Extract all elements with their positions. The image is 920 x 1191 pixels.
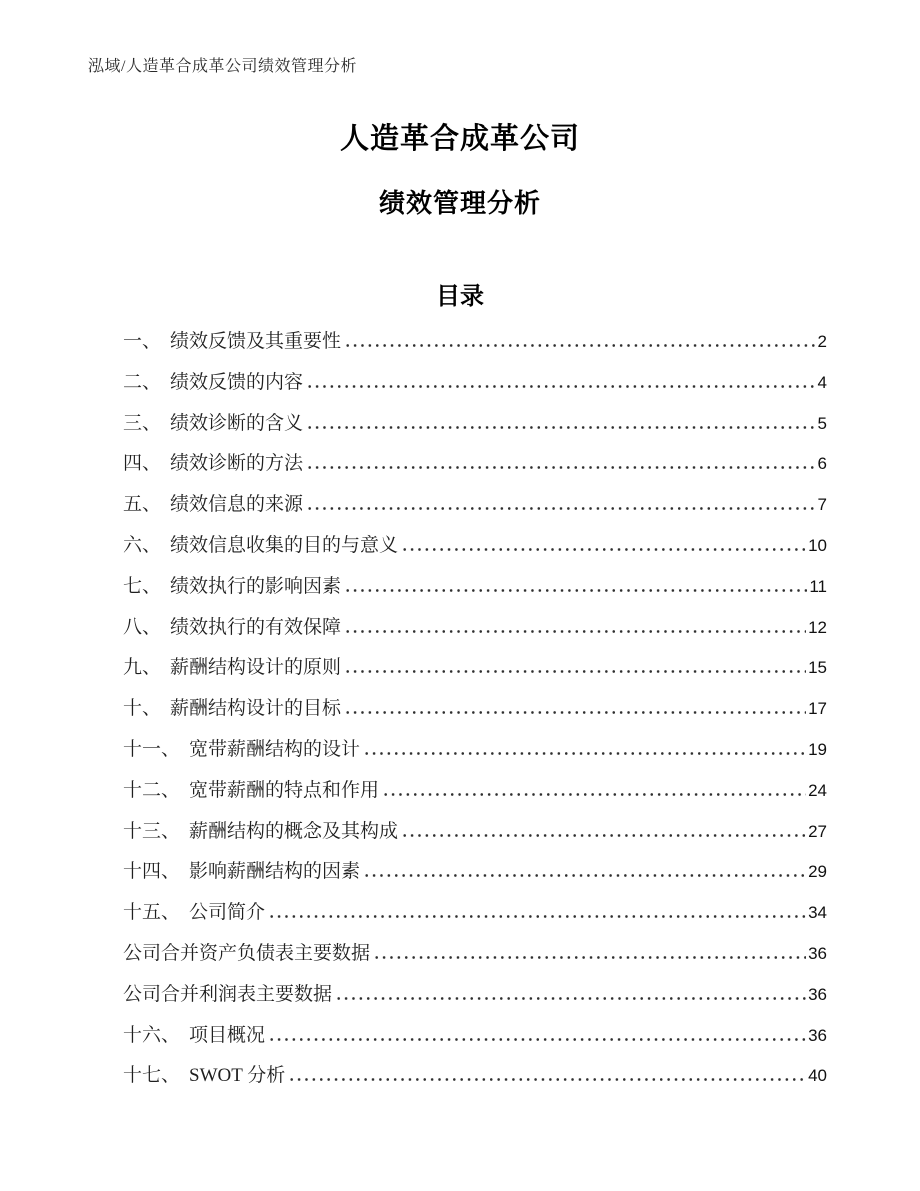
toc-entry[interactable] — [123, 689, 827, 730]
toc-dotted-leader — [344, 670, 806, 673]
toc-entry-title: 绩效执行的有效保障 — [170, 616, 342, 638]
toc-page-number: 15 — [808, 658, 827, 678]
toc-entry-number: 十七、 — [123, 1065, 181, 1087]
toc-page-number: 2 — [817, 332, 827, 351]
toc-heading: 目录 — [436, 283, 484, 310]
toc-entry-number: 二、 — [123, 371, 162, 393]
toc-entry-number: 十、 — [123, 698, 162, 720]
toc-entry[interactable] — [123, 975, 827, 1016]
toc-page-number: 5 — [817, 413, 827, 433]
toc-page-number: 34 — [808, 903, 827, 923]
toc-entry[interactable] — [123, 1056, 827, 1097]
toc-dotted-leader — [373, 956, 806, 959]
toc-entry-title: 薪酬结构的概念及其构成 — [189, 820, 399, 842]
toc-entry-number: 六、 — [123, 534, 162, 556]
toc-entry-number: 十二、 — [123, 779, 181, 801]
toc-entry-number: 七、 — [123, 575, 162, 597]
document-header-text: 泓域/人造革合成革公司绩效管理分析 — [88, 58, 357, 75]
toc-page-number: 24 — [808, 780, 827, 800]
toc-entry[interactable] — [123, 608, 827, 649]
toc-entry[interactable] — [123, 322, 827, 363]
toc-page-number: 27 — [808, 821, 827, 841]
toc-dotted-leader — [344, 630, 806, 633]
toc-entry-number: 八、 — [123, 616, 162, 638]
toc-entry[interactable] — [123, 812, 827, 853]
toc-dotted-leader — [306, 426, 816, 429]
toc-entry-title: 影响薪酬结构的因素 — [189, 861, 361, 883]
toc-page-number: 10 — [808, 535, 827, 555]
toc-entry[interactable] — [123, 444, 827, 485]
toc-dotted-leader — [363, 874, 806, 877]
toc-page-number: 19 — [808, 739, 827, 759]
toc-entry-title: 绩效诊断的方法 — [170, 453, 304, 475]
toc-entry-title: 薪酬结构设计的目标 — [170, 698, 342, 720]
toc-entry-title: 公司合并资产负债表主要数据 — [123, 942, 371, 964]
toc-entry-title: 公司简介 — [189, 902, 266, 924]
toc-dotted-leader — [306, 385, 816, 388]
toc-entry-title: 绩效信息收集的目的与意义 — [170, 534, 399, 556]
toc-page-number: 12 — [808, 617, 827, 637]
toc-entry-number: 十六、 — [123, 1024, 181, 1046]
toc-page-number: 6 — [817, 454, 827, 474]
toc-dotted-leader — [382, 793, 806, 796]
toc-entry[interactable] — [123, 485, 827, 526]
toc-page-number: 7 — [817, 495, 827, 515]
toc-dotted-leader — [306, 507, 816, 510]
toc-entry-title: 绩效反馈的内容 — [170, 371, 304, 393]
toc-entry[interactable] — [123, 526, 827, 567]
document-subtitle: 绩效管理分析 — [378, 188, 541, 218]
toc-dotted-leader — [363, 752, 806, 755]
toc-entry[interactable] — [123, 404, 827, 445]
toc-entry-title: 绩效执行的影响因素 — [170, 575, 342, 597]
toc-page-number: 36 — [808, 1025, 827, 1045]
document-title: 人造革合成革公司 — [339, 123, 580, 155]
toc-dotted-leader — [344, 589, 807, 592]
toc-entry[interactable] — [123, 893, 827, 934]
toc-entry-title: 薪酬结构设计的原则 — [170, 657, 342, 679]
toc-list — [123, 322, 827, 1097]
toc-entry[interactable] — [123, 648, 827, 689]
toc-entry-number: 十四、 — [123, 861, 181, 883]
toc-entry-title: 绩效反馈及其重要性 — [170, 331, 342, 352]
toc-entry-number: 十三、 — [123, 820, 181, 842]
toc-entry-number: 五、 — [123, 494, 162, 516]
toc-dotted-leader — [288, 1078, 806, 1081]
toc-entry-number: 一、 — [123, 331, 162, 352]
toc-dotted-leader — [344, 344, 816, 347]
toc-entry[interactable] — [123, 771, 827, 812]
toc-dotted-leader — [306, 466, 816, 469]
toc-entry[interactable] — [123, 852, 827, 893]
toc-entry-number: 十一、 — [123, 738, 181, 760]
toc-entry[interactable] — [123, 1016, 827, 1057]
toc-dotted-leader — [268, 915, 806, 918]
toc-entry-title: 宽带薪酬的特点和作用 — [189, 779, 380, 801]
toc-page-number: 17 — [808, 699, 827, 719]
toc-dotted-leader — [344, 711, 806, 714]
toc-entry-number: 四、 — [123, 453, 162, 475]
toc-dotted-leader — [401, 834, 806, 837]
toc-page-number: 29 — [808, 862, 827, 882]
toc-page-number: 40 — [808, 1066, 827, 1086]
toc-entry-title: 宽带薪酬结构的设计 — [189, 738, 361, 760]
toc-page-number: 36 — [808, 984, 827, 1004]
toc-entry-title: SWOT 分析 — [189, 1065, 286, 1087]
toc-entry-title: 公司合并利润表主要数据 — [123, 983, 333, 1005]
toc-entry[interactable] — [123, 567, 827, 608]
toc-entry[interactable] — [123, 363, 827, 404]
toc-entry-number: 十五、 — [123, 902, 181, 924]
toc-page-number: 36 — [808, 943, 827, 963]
toc-entry-title: 项目概况 — [189, 1024, 266, 1046]
toc-dotted-leader — [268, 1038, 806, 1041]
toc-page-number: 11 — [809, 576, 827, 596]
toc-entry-number: 九、 — [123, 657, 162, 679]
toc-entry[interactable] — [123, 730, 827, 771]
toc-entry[interactable] — [123, 934, 827, 975]
toc-dotted-leader — [335, 997, 806, 1000]
toc-page-number: 4 — [817, 372, 827, 392]
toc-entry-title: 绩效信息的来源 — [170, 494, 304, 516]
toc-entry-title: 绩效诊断的含义 — [170, 412, 304, 434]
toc-dotted-leader — [401, 548, 806, 551]
toc-entry-number: 三、 — [123, 412, 162, 434]
